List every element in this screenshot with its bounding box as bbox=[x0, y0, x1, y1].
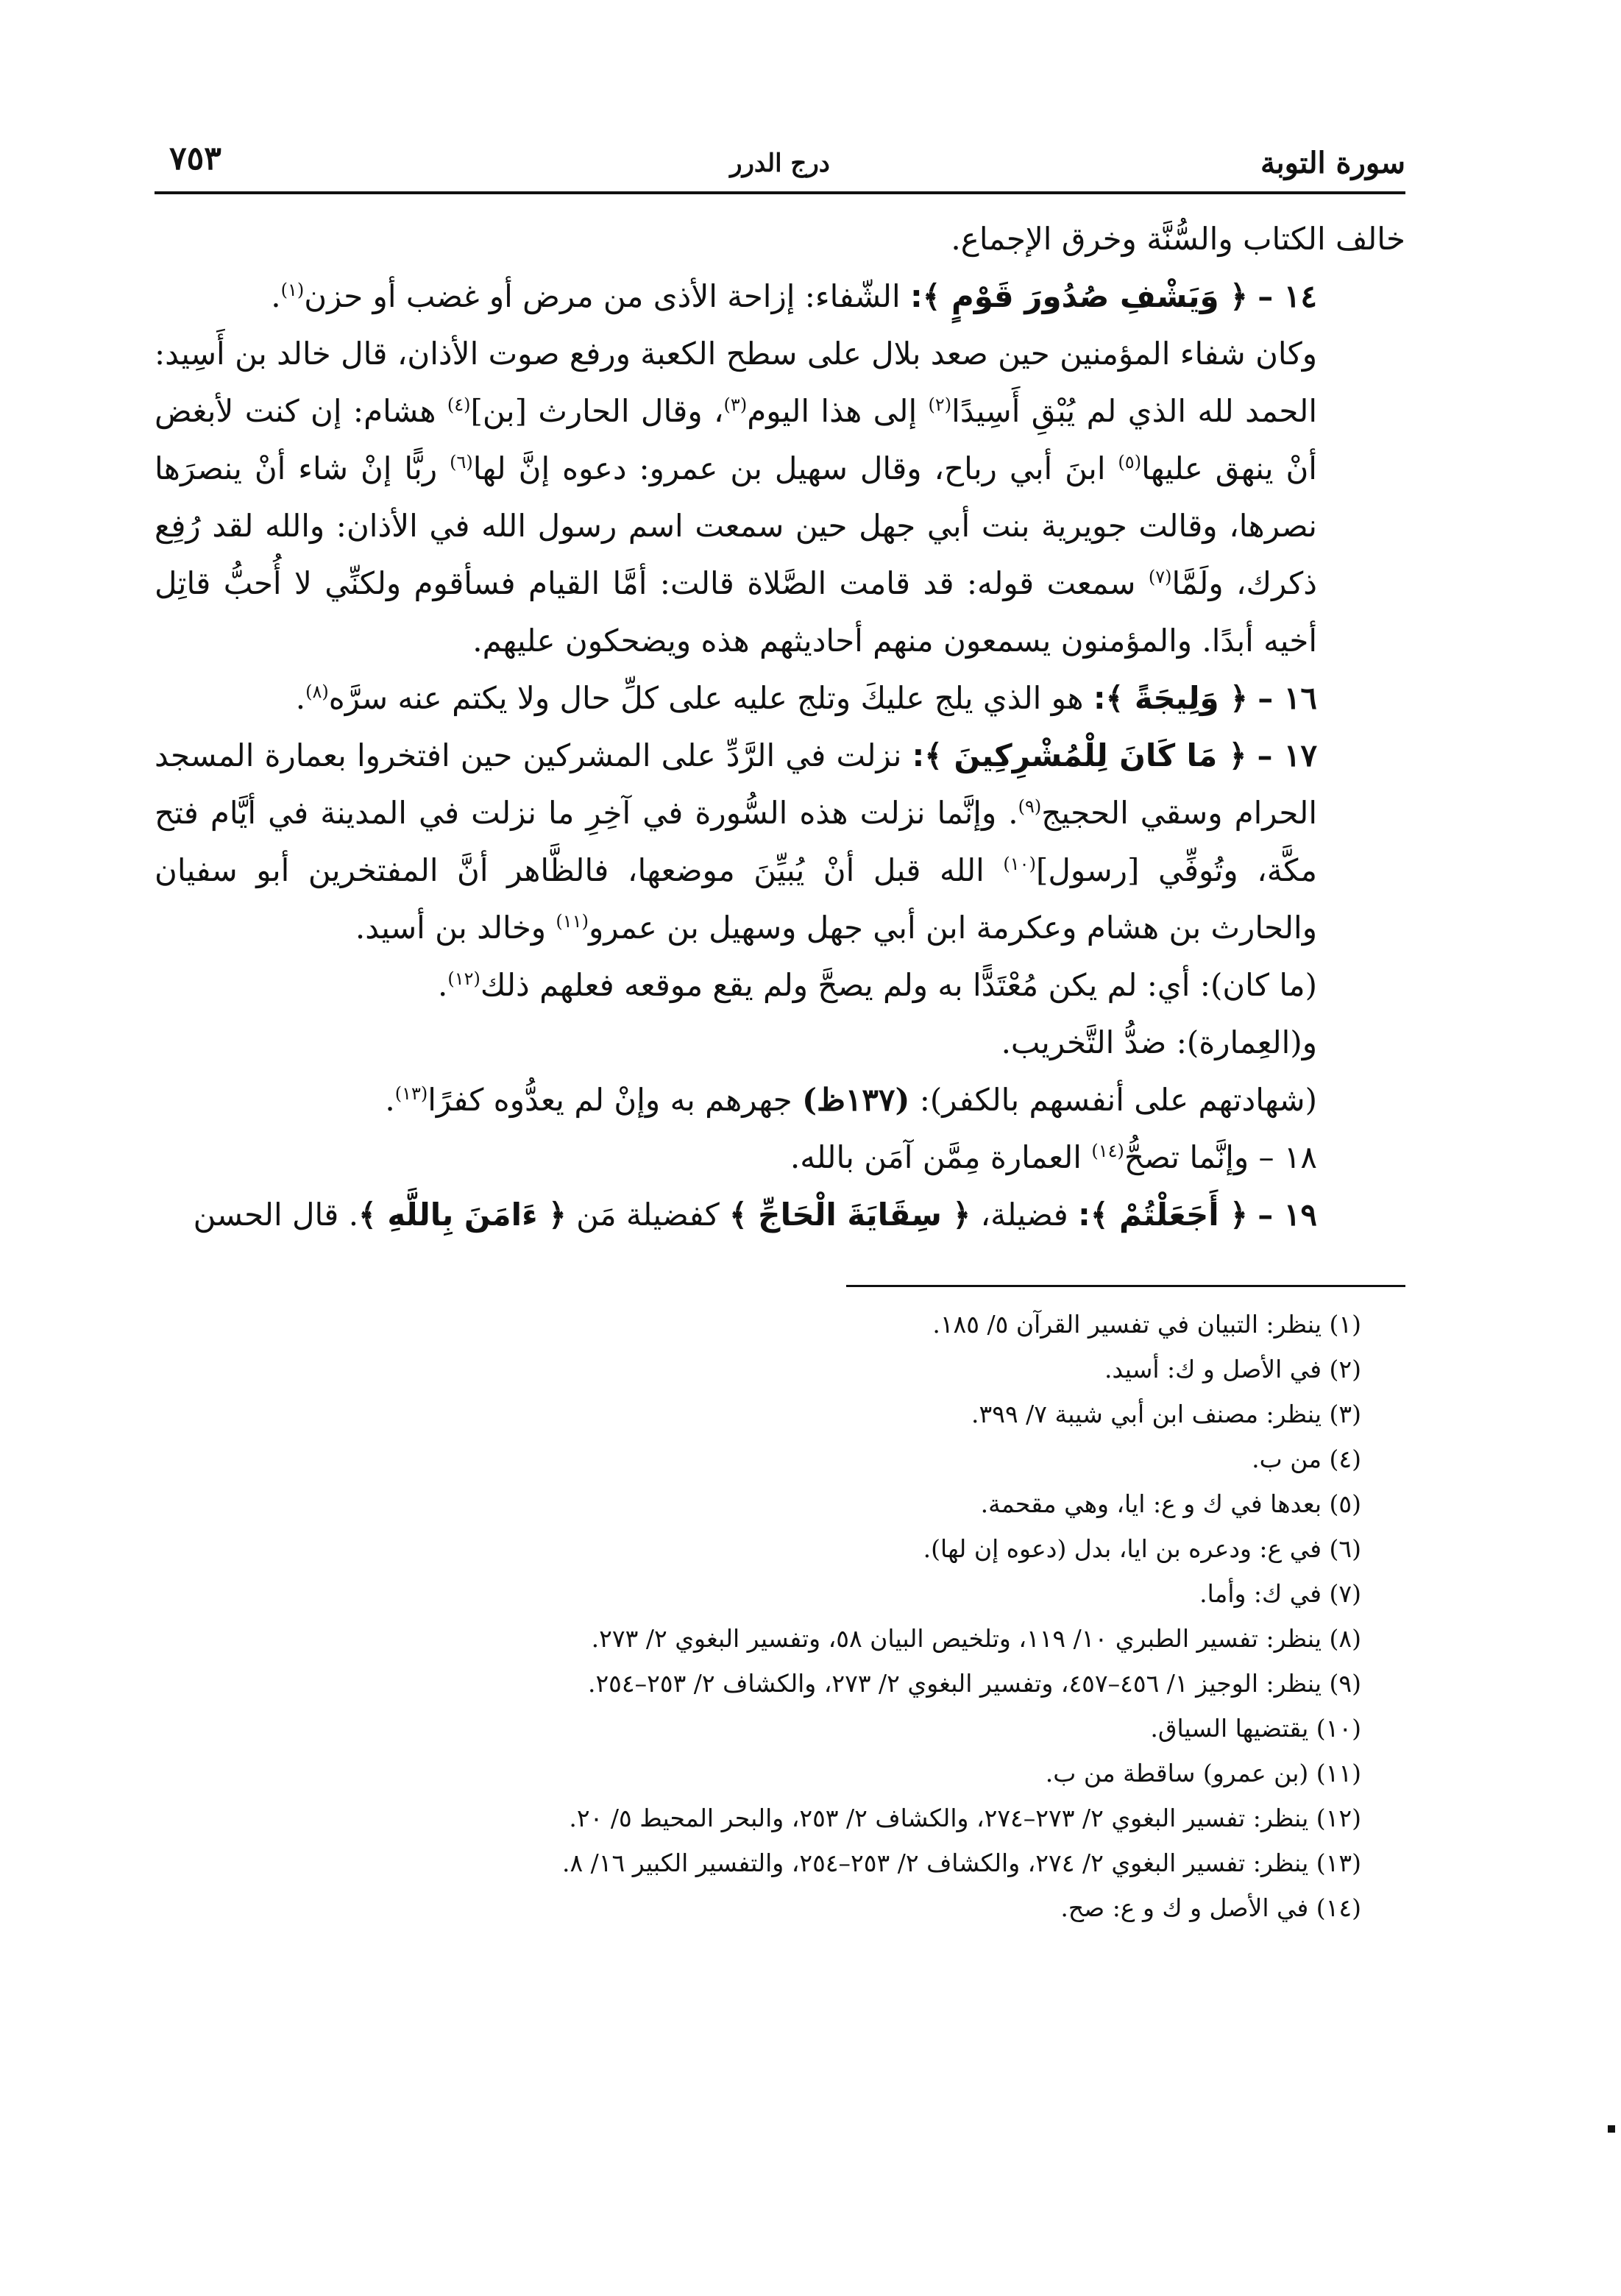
footnote: (٥) بعدها في ك و ع: ايا، وهي مقحمة. bbox=[980, 1489, 1361, 1518]
text-run: إلى هذا اليوم bbox=[747, 393, 929, 429]
footnote-ref: (١١) bbox=[556, 911, 589, 932]
footnote-ref: (٩) bbox=[1018, 796, 1042, 817]
paragraph-verse-14 bbox=[155, 268, 1405, 325]
footnote: (٢) في الأصل و ك: أسيد. bbox=[1104, 1355, 1361, 1383]
footnote: (١١) (بن عمرو) ساقطة من ب. bbox=[1045, 1759, 1361, 1787]
paragraph bbox=[155, 325, 1405, 670]
text-run: (ما كان): أي: لم يكن مُعْتَدًّا به ولم يصحَّ ولم يقع موقعه فعلهم ذلك bbox=[480, 967, 1317, 1003]
footnote-ref: (١٣) bbox=[394, 1083, 428, 1104]
text-run: . bbox=[271, 278, 281, 314]
quran-quote: ﴿ سِقَايَةَ الْحَاجِّ ﴾ bbox=[729, 1197, 971, 1233]
footnote-separator bbox=[846, 1285, 1405, 1287]
text-run: ، وقال الحارث [بن] bbox=[470, 393, 724, 429]
footnote: (٦) في ع: ودعره بن ايا، بدل (دعوه إن لها). bbox=[923, 1534, 1361, 1563]
footnote: (٩) ينظر: الوجيز ١/ ٤٥٦–٤٥٧، وتفسير البغوي ٢/ ٢٧٣، والكشاف ٢/ ٢٥٣–٢٥٤. bbox=[587, 1669, 1361, 1698]
text-run: وكان شفاء المؤمنين حين صعد بلال على سطح الكعبة ورفع صوت الأذان، قال خالد بن أَسِيد: الحمد لله الذي لم يُبْقِ أَسِيدًا bbox=[155, 336, 1317, 429]
footnote-ref: (٥) bbox=[1118, 452, 1142, 472]
book-title: درج الدرر bbox=[730, 149, 830, 178]
text-run: هشام: إن كنت لأبغض أنْ ينهق عليها bbox=[155, 393, 1317, 486]
sura-title: سورة التوبة bbox=[1260, 146, 1405, 180]
text-run: (شهادتهم على أنفسهم بالكفر): bbox=[909, 1082, 1317, 1118]
text-run: . قال الحسن bbox=[193, 1197, 359, 1233]
footnote: (٤) من ب. bbox=[1252, 1445, 1361, 1473]
paragraph bbox=[155, 210, 1405, 268]
text-run: . وإنَّما نزلت هذه السُّورة في آخِرِ ما نزلت في المدينة في أيَّام فتح مكَّة، وتُوفِّي [رسول] bbox=[155, 795, 1317, 888]
text-run: ربًّا إنْ شاء أنْ ينصرَها نصرها، وقالت جويرية بنت أبي جهل حين سمعت اسم رسول الله في الأذان: والله لقد رُفِع ذكرك، ولَمَّا bbox=[155, 450, 1317, 601]
footnote-ref: (٤) bbox=[447, 394, 471, 415]
text-run: و(العِمارة): ضدُّ التَّخريب. bbox=[1001, 1024, 1317, 1060]
paragraph-verse-16 bbox=[155, 670, 1405, 727]
text-run: هو الذي يلج عليكَ وتلج عليه على كلِّ حال ولا يكتم عنه سرَّه bbox=[328, 680, 1084, 716]
text-run: خالف الكتاب والسُّنَّة وخرق الإجماع. bbox=[951, 221, 1405, 257]
text-run: وخالد بن أسيد. bbox=[355, 910, 556, 946]
footnote: (٧) في ك: وأما. bbox=[1199, 1579, 1361, 1608]
text-run: . bbox=[295, 680, 306, 716]
text-run: جهرهم به وإنْ لم يعدُّوه كفرًا bbox=[428, 1082, 803, 1118]
footnote: (٣) ينظر: مصنف ابن أبي شيبة ٧/ ٣٩٩. bbox=[971, 1400, 1361, 1428]
main-text bbox=[155, 210, 1405, 1244]
verse-number: ١٤ – bbox=[1258, 278, 1317, 314]
paragraph-verse-19 bbox=[155, 1186, 1405, 1244]
footnote-ref: (١٤) bbox=[1091, 1141, 1124, 1161]
text-run: ١٨ – وإنَّما تصحُّ bbox=[1124, 1139, 1317, 1175]
text-run: كفضيلة مَن bbox=[566, 1197, 730, 1233]
footnote-ref: (١) bbox=[280, 280, 305, 300]
paragraph-verse-17 bbox=[155, 727, 1405, 957]
footnote-ref: (٧) bbox=[1148, 567, 1172, 587]
verse-number: ١٧ – bbox=[1257, 737, 1318, 773]
page-number: ٧٥٣ bbox=[169, 140, 221, 177]
footnote-ref: (١٠) bbox=[1003, 854, 1036, 874]
footnote: (١٤) في الأصل و ك و ع: صح. bbox=[1060, 1893, 1361, 1922]
text-run: . bbox=[437, 967, 448, 1003]
quran-quote: ﴿ ءَامَنَ بِاللَّهِ ﴾ bbox=[358, 1197, 567, 1233]
quran-quote: ﴿ مَا كَانَ لِلْمُشْرِكِينَ ﴾: bbox=[912, 737, 1247, 773]
text-run: فضيلة، bbox=[971, 1197, 1079, 1233]
footnote: (٨) ينظر: تفسير الطبري ١٠/ ١١٩، وتلخيص البيان ٥٨، وتفسير البغوي ٢/ ٢٧٣. bbox=[591, 1624, 1361, 1653]
text-run: الله قبل أنْ يُبيِّنَ موضعها، فالظَّاهر أنَّ المفتخرين أبو سفيان والحارث بن هشام وعكرمة ابن أبي جهل وسهيل بن عمرو bbox=[155, 852, 1317, 946]
paragraph-verse-18 bbox=[155, 1129, 1405, 1186]
paragraph bbox=[155, 1071, 1405, 1129]
paragraph bbox=[155, 1014, 1405, 1071]
paragraph bbox=[155, 957, 1405, 1014]
text-run: العمارة مِمَّن آمَن بالله. bbox=[790, 1139, 1092, 1175]
quran-quote: ﴿ وَلِيجَةً ﴾: bbox=[1093, 680, 1248, 716]
footnote-ref: (٦) bbox=[450, 452, 473, 472]
footnote-ref: (٣) bbox=[723, 394, 748, 415]
quran-quote: ﴿ وَيَشْفِ صُدُورَ قَوْمٍ ﴾: bbox=[910, 278, 1248, 314]
footnote: (١) ينظر: التبيان في تفسير القرآن ٥/ ١٨٥. bbox=[932, 1310, 1361, 1339]
text-run: نزلت في الرَّدِّ على المشركين حين افتخروا بعمارة المسجد الحرام وسقي الحجيج bbox=[155, 737, 1317, 831]
footnote-ref: (٢) bbox=[928, 394, 952, 415]
footnotes bbox=[155, 1302, 1405, 1930]
running-header bbox=[155, 140, 1405, 194]
verse-number: ١٦ – bbox=[1258, 680, 1317, 716]
scan-edge-mark bbox=[1608, 2125, 1615, 2133]
footnote: (١٠) يقتضيها السياق. bbox=[1150, 1714, 1361, 1743]
footnote-ref: (١٢) bbox=[447, 968, 480, 989]
verse-number: ١٩ – bbox=[1258, 1197, 1317, 1233]
book-page bbox=[155, 140, 1405, 2215]
text-run: ابنَ أبي رباح، وقال سهيل بن عمرو: دعوه إنَّ لها bbox=[472, 450, 1118, 486]
text-run: سمعت قوله: قد قامت الصَّلاة قالت: أمَّا القيام فسأقوم ولكنِّي لا أُحبُّ قاتِل أخيه أبدًا. والمؤمنون يسمعون منهم أحاديثهم هذه ويضحكون عليهم. bbox=[155, 565, 1317, 659]
text-run: . bbox=[385, 1082, 395, 1118]
text-run: الشّفاء: إزاحة الأذى من مرض أو غضب أو حزن bbox=[304, 278, 901, 314]
footnote-ref: (٨) bbox=[305, 681, 329, 702]
manuscript-folio-marker: (١٣٧ظ) bbox=[802, 1082, 910, 1118]
footnote: (١٣) ينظر: تفسير البغوي ٢/ ٢٧٤، والكشاف ٢/ ٢٥٣–٢٥٤، والتفسير الكبير ١٦/ ٨. bbox=[561, 1849, 1361, 1877]
footnote: (١٢) ينظر: تفسير البغوي ٢/ ٢٧٣–٢٧٤، والكشاف ٢/ ٢٥٣، والبحر المحيط ٥/ ٢٠. bbox=[569, 1804, 1361, 1832]
quran-quote: ﴿ أَجَعَلْتُمْ ﴾: bbox=[1078, 1197, 1248, 1233]
